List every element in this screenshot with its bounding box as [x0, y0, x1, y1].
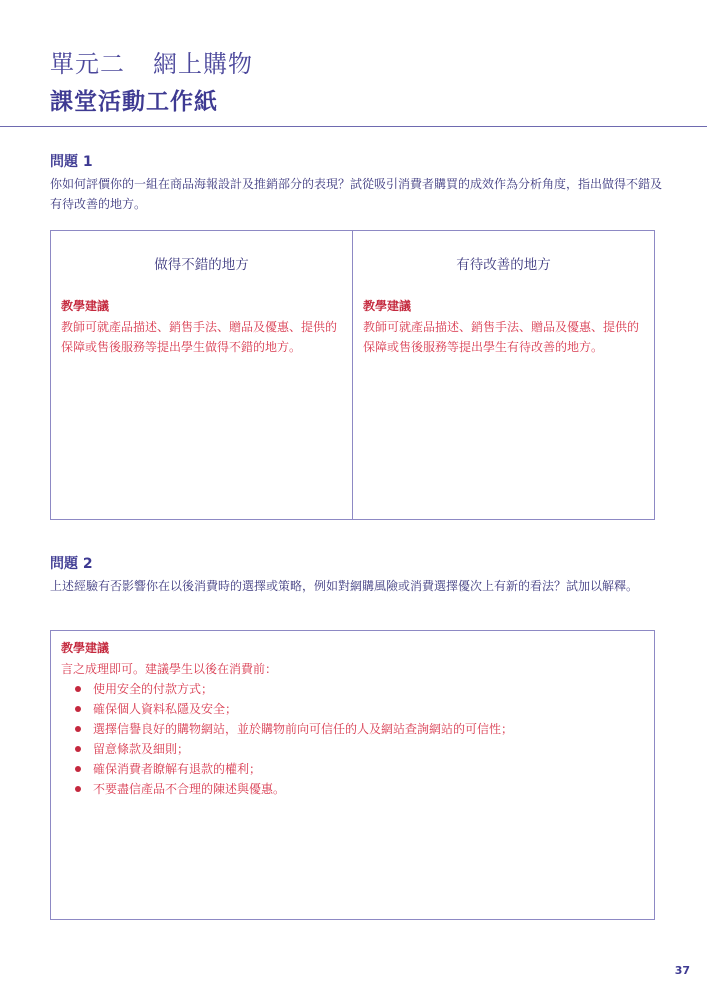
unit-topic: 網上購物 — [153, 50, 253, 78]
teaching-tip-intro: 言之成理即可。建議學生以後在消費前： — [61, 662, 278, 676]
worksheet-title: 課堂活動工作紙 — [50, 89, 218, 115]
question1-text: 你如何評價你的一組在商品海報設計及推銷部分的表現？試從吸引消費者購買的成效作為分析角度，指出做得不錯及有待改善的地方。 — [50, 177, 663, 211]
question1-heading: 問題 1 — [50, 154, 93, 170]
question2-answer-box — [50, 630, 655, 920]
bullet-icon — [75, 746, 81, 752]
list-item: 確保個人資料私隱及安全； — [75, 699, 644, 719]
question2-text: 上述經驗有否影響你在以後消費時的選擇或策略，例如對網購風險或消費選擇優次上有新的看法？試加以解釋。 — [50, 579, 639, 593]
teaching-tip-text: 教師可就產品描述、銷售手法、贈品及優惠、提供的保障或售後服務等提出學生做得不錯的地方。 — [61, 320, 338, 354]
bullet-icon — [75, 706, 81, 712]
unit-title — [50, 44, 253, 79]
column-done-well — [51, 231, 353, 519]
question1-answer-table — [50, 230, 655, 520]
list-item: 不要盡信產品不合理的陳述與優惠。 — [75, 779, 644, 799]
suggestion-list — [61, 679, 644, 799]
bullet-icon — [75, 766, 81, 772]
list-item: 確保消費者瞭解有退款的權利； — [75, 759, 644, 779]
unit-label: 單元二 — [50, 50, 125, 78]
teaching-tip-text: 教師可就產品描述、銷售手法、贈品及優惠、提供的保障或售後服務等提出學生有待改善的地方。 — [363, 320, 640, 354]
column-title: 有待改善的地方 — [456, 257, 551, 273]
question2-heading: 問題 2 — [50, 556, 93, 572]
teaching-tip-label: 教學建議 — [61, 641, 110, 655]
page-number: 37 — [674, 964, 690, 977]
teaching-tip-label: 教學建議 — [363, 299, 412, 313]
list-item: 選擇信譽良好的購物網站，並於購物前向可信任的人及網站查詢網站的可信性； — [75, 719, 644, 739]
header-divider — [0, 126, 707, 127]
column-to-improve — [353, 231, 654, 519]
list-item: 使用安全的付款方式； — [75, 679, 644, 699]
bullet-icon — [75, 726, 81, 732]
column-title: 做得不錯的地方 — [154, 257, 249, 273]
list-item: 留意條款及細則； — [75, 739, 644, 759]
bullet-icon — [75, 786, 81, 792]
teaching-tip-label: 教學建議 — [61, 299, 110, 313]
bullet-icon — [75, 686, 81, 692]
